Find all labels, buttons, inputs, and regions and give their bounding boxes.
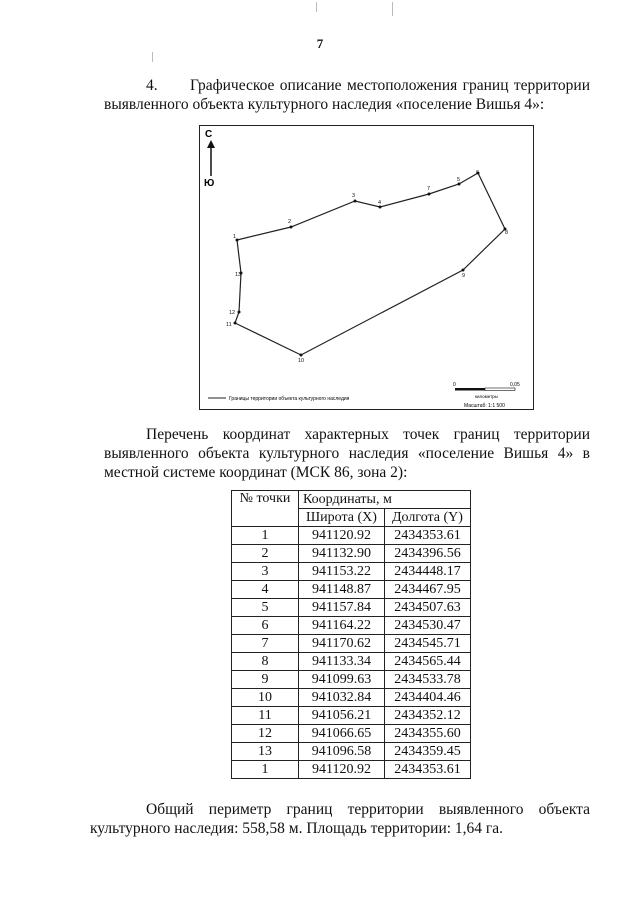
header-longitude: Долгота (Y) [384,509,470,527]
point-label-9: 9 [462,273,466,279]
point-marker-7 [428,193,431,196]
cell-longitude: 2434355.60 [384,725,470,743]
point-label-12: 12 [229,310,236,316]
cell-longitude: 2434530.47 [384,617,470,635]
coordinates-intro [104,425,590,482]
cell-point: 11 [232,707,299,725]
cell-latitude: 941120.92 [299,527,385,545]
section-title-part-1: Графическое описание местоположения границ территории [189,77,591,94]
cell-longitude: 2434448.17 [384,563,470,581]
cell-latitude: 941153.22 [299,563,385,581]
point-marker-12 [238,311,241,314]
point-marker-10 [300,354,303,357]
scale-start: 0 [453,382,456,388]
table-row [232,545,471,563]
header-point-number: № точки [232,491,299,527]
table-row [232,743,471,761]
scale-ratio: Масштаб: 1:1 500 [464,403,505,409]
scan-mark [392,2,393,16]
scale-unit: километры [475,394,498,399]
table-row [232,725,471,743]
territory-boundary [235,173,505,355]
map-legend [208,396,350,402]
cell-longitude: 2434396.56 [384,545,470,563]
compass-north-label: С [205,129,213,140]
table-row [232,761,471,779]
scan-mark [316,2,317,12]
cell-latitude: 941164.22 [299,617,385,635]
point-label-10: 10 [298,358,305,364]
table-row [232,581,471,599]
cell-point: 6 [232,617,299,635]
summary-line-2: культурного наследия: 558,58 м. Площадь территории: 1,64 га. [90,820,504,837]
table-row [232,653,471,671]
cell-longitude: 2434352.12 [384,707,470,725]
cell-latitude: 941056.21 [299,707,385,725]
scale-bar [453,382,520,409]
cell-latitude: 941170.62 [299,635,385,653]
point-label-11: 11 [226,322,232,328]
scale-end: 0,05 [510,382,520,388]
page-number: 7 [316,36,324,51]
table-body [232,527,471,779]
scan-mark [152,52,153,62]
compass-arrow-icon [207,140,215,176]
cell-longitude: 2434507.63 [384,599,470,617]
cell-longitude: 2434545.71 [384,635,470,653]
point-label-6: 6 [476,170,480,176]
cell-longitude: 2434467.95 [384,581,470,599]
cell-point: 1 [232,761,299,779]
section-heading-line-1 [104,76,590,95]
cell-longitude: 2434353.61 [384,527,470,545]
cell-point: 9 [232,671,299,689]
table-row [232,599,471,617]
cell-point: 4 [232,581,299,599]
point-marker-11 [234,322,237,325]
cell-point: 2 [232,545,299,563]
cell-latitude: 941032.84 [299,689,385,707]
point-label-8: 8 [505,230,509,236]
header-latitude: Широта (X) [299,509,385,527]
cell-longitude: 2434533.78 [384,671,470,689]
cell-longitude: 2434359.45 [384,743,470,761]
intro-line-3: местной системе координат (МСК 86, зона 2): [104,464,408,481]
cell-point: 5 [232,599,299,617]
cell-point: 13 [232,743,299,761]
point-label-1: 1 [233,234,237,240]
table-row [232,635,471,653]
summary [90,800,590,838]
cell-point: 1 [232,527,299,545]
cell-longitude: 2434404.46 [384,689,470,707]
summary-line-1: Общий периметр границ территории выявленного объекта [146,801,590,818]
cell-latitude: 941148.87 [299,581,385,599]
section-heading [104,76,590,114]
table-header-row [232,491,471,509]
point-label-5: 5 [457,177,461,183]
cell-point: 3 [232,563,299,581]
intro-line-2: выявленного объекта культурного наследия «поселение Вишья 4» в [104,445,590,462]
section-heading-line-2: выявленного объекта культурного наследия «поселение Вишья 4»: [104,96,545,113]
cell-latitude: 941096.58 [299,743,385,761]
cell-latitude: 941099.63 [299,671,385,689]
point-marker-9 [462,269,465,272]
intro-line-1: Перечень координат характерных точек границ территории [146,426,590,443]
table-row [232,707,471,725]
cell-longitude: 2434565.44 [384,653,470,671]
header-coordinates: Координаты, м [299,491,471,509]
table-row [232,563,471,581]
cell-latitude: 941133.34 [299,653,385,671]
cell-point: 8 [232,653,299,671]
point-label-7: 7 [427,186,431,192]
cell-latitude: 941066.65 [299,725,385,743]
boundary-map [199,125,534,410]
cell-latitude: 941157.84 [299,599,385,617]
table-row [232,527,471,545]
cell-point: 10 [232,689,299,707]
point-label-3: 3 [352,193,356,199]
cell-latitude: 941132.90 [299,545,385,563]
point-label-2: 2 [288,219,292,225]
cell-point: 7 [232,635,299,653]
compass-south-label: Ю [204,178,215,189]
cell-latitude: 941120.92 [299,761,385,779]
table-row [232,689,471,707]
section-number: 4. [146,77,158,94]
point-label-4: 4 [378,200,382,206]
point-marker-2 [290,226,293,229]
table-row [232,671,471,689]
legend-label: Границы территории объекта культурного наследия [229,396,350,402]
cell-longitude: 2434353.61 [384,761,470,779]
coordinates-table [231,490,471,779]
cell-point: 12 [232,725,299,743]
point-marker-3 [354,200,357,203]
point-label-13: 13 [235,272,242,278]
table-row [232,617,471,635]
